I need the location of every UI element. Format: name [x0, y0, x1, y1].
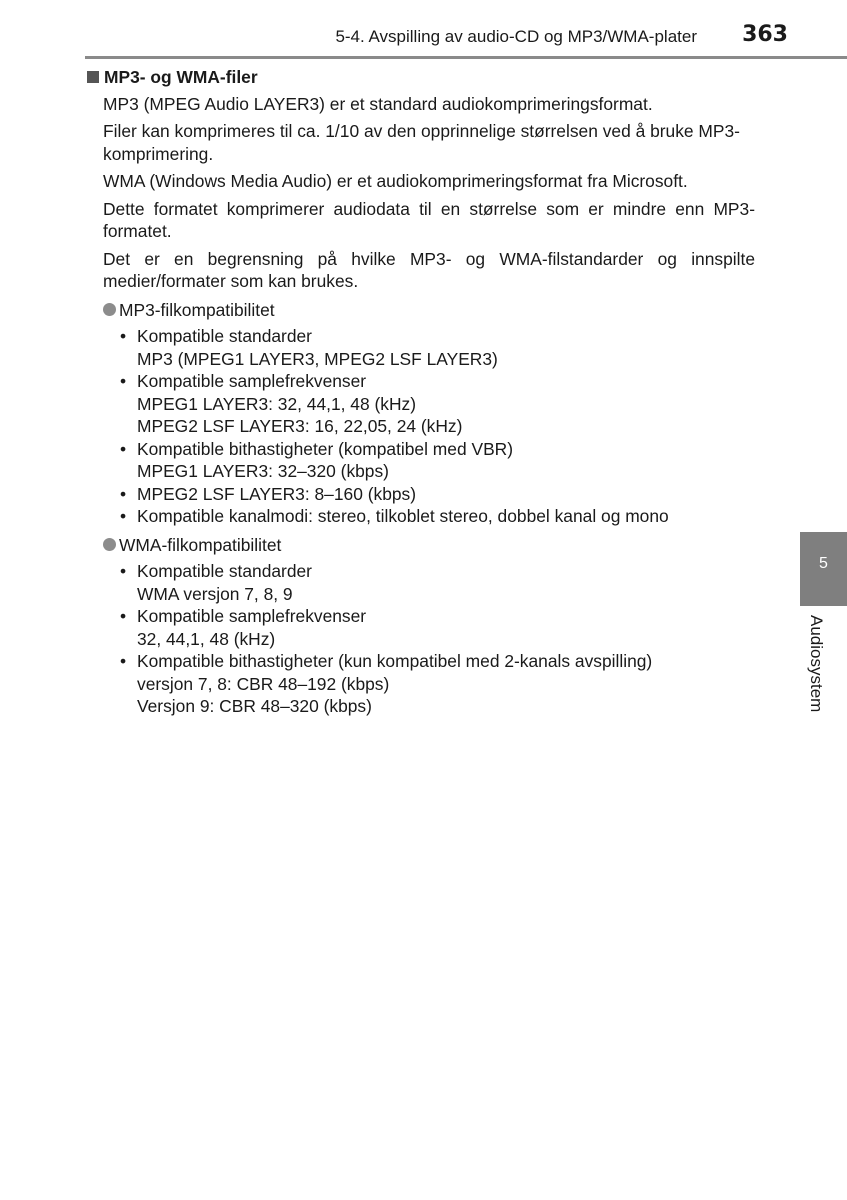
paragraph: Dette formatet komprimerer audiodata til en størrelse som er mindre enn MP3-formatet.: [103, 198, 755, 241]
list-item: [137, 560, 755, 605]
list-item-line: MP3 (MPEG1 LAYER3, MPEG2 LSF LAYER3): [137, 348, 498, 369]
list-item-line: • Kompatible samplefrekvenser: [137, 606, 367, 626]
square-bullet-icon: [87, 71, 99, 83]
mp3-subheading-text: MP3-filkompatibilitet: [119, 299, 275, 320]
wma-compatibility-list: [85, 560, 755, 718]
list-item-line: versjon 7, 8: CBR 48–192 (kbps): [137, 673, 390, 694]
chapter-tab: [800, 532, 847, 606]
page-number: 363: [742, 22, 788, 47]
list-item-line: WMA versjon 7, 8, 9: [137, 583, 293, 604]
list-item: [137, 605, 755, 650]
paragraph: MP3 (MPEG Audio LAYER3) er et standard audiokomprimeringsformat.: [103, 93, 653, 114]
section-heading: [85, 66, 755, 89]
section-title: 5-4. Avspilling av audio-CD og MP3/WMA-plater: [335, 27, 697, 46]
list-item: [137, 370, 755, 438]
mp3-compatibility-list: [85, 325, 755, 528]
chapter-number: 5: [819, 555, 828, 572]
page-content: [85, 66, 755, 722]
list-item: [137, 438, 755, 483]
list-item-line: MPEG2 LSF LAYER3: 16, 22,05, 24 (kHz): [137, 416, 463, 436]
paragraph: WMA (Windows Media Audio) er et audiokomprimeringsformat fra Microsoft.: [103, 171, 688, 191]
list-item: [137, 650, 755, 718]
list-item-line: • Kompatible standarder: [137, 326, 312, 346]
list-item-line: Versjon 9: CBR 48–320 (kbps): [137, 696, 372, 716]
list-item-line: • Kompatible kanalmodi: stereo, tilkoblet stereo, dobbel kanal og mono: [137, 506, 669, 526]
wma-subheading-text: WMA-filkompatibilitet: [119, 534, 282, 555]
list-item-line: • Kompatible samplefrekvenser: [137, 371, 367, 391]
header-divider: [85, 56, 847, 59]
list-item-line: • Kompatible bithastigheter (kompatibel med VBR): [137, 438, 514, 459]
list-item-line: MPEG1 LAYER3: 32, 44,1, 48 (kHz): [137, 393, 417, 414]
list-item: [137, 325, 755, 370]
list-item-line: • MPEG2 LSF LAYER3: 8–160 (kbps): [137, 483, 417, 504]
list-item-line: MPEG1 LAYER3: 32–320 (kbps): [137, 461, 389, 481]
list-item: [137, 483, 755, 506]
wma-subheading: [103, 534, 755, 557]
list-item-line: 32, 44,1, 48 (kHz): [137, 628, 276, 649]
list-item-line: • Kompatible standarder: [137, 561, 312, 581]
chapter-label: Audiosystem: [807, 615, 826, 713]
list-item: [137, 505, 755, 528]
section-heading-text: MP3- og WMA-filer: [104, 67, 258, 87]
mp3-subheading: [103, 299, 755, 322]
paragraph: Det er en begrensning på hvilke MP3- og WMA-filstandarder og innspilte medier/formater som kan brukes.: [103, 248, 755, 291]
list-item-line: • Kompatible bithastigheter (kun kompatibel med 2-kanals avspilling): [137, 651, 653, 671]
circle-bullet-icon: [103, 303, 116, 316]
circle-bullet-icon: [103, 538, 116, 551]
page-header: [0, 0, 847, 60]
paragraph: Filer kan komprimeres til ca. 1/10 av den opprinnelige størrelsen ved å bruke MP3-komprimering.: [103, 121, 740, 164]
